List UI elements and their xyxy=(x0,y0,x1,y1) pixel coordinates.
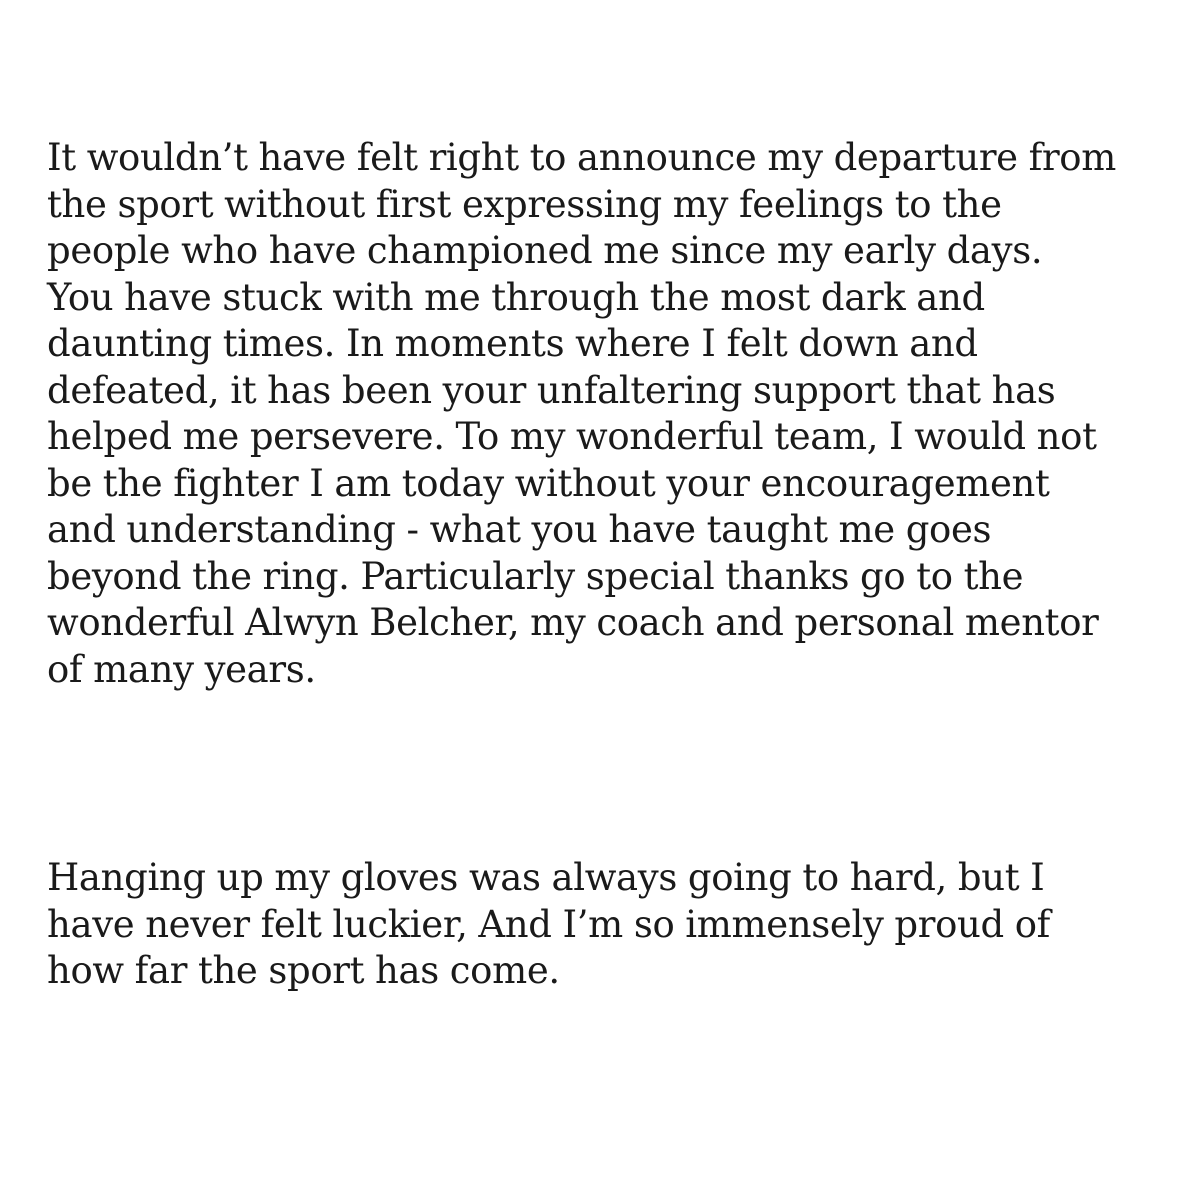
statement-paragraph-2 xyxy=(47,855,1050,995)
text-line: You have stuck with me through the most dark and xyxy=(47,275,985,319)
text-line: the sport without first expressing my feelings to the xyxy=(47,182,1002,226)
text-line: people who have championed me since my early days. xyxy=(47,229,1043,272)
text-line: have never felt luckier, And I’m so immensely proud of xyxy=(47,902,1051,946)
text-line: wonderful Alwyn Belcher, my coach and personal mentor xyxy=(47,601,1099,644)
text-line: Hanging up my gloves was always going to hard, but I xyxy=(47,856,1045,899)
text-line: defeated, it has been your unfaltering support that has xyxy=(47,368,1056,412)
text-line: daunting times. In moments where I felt down and xyxy=(47,322,978,365)
text-line: It wouldn’t have felt right to announce my departure from xyxy=(47,136,1116,179)
text-line: and understanding - what you have taught me goes xyxy=(47,508,992,551)
text-line: beyond the ring. Particularly special thanks go to the xyxy=(47,554,1024,598)
text-line: helped me persevere. To my wonderful team, I would not xyxy=(47,415,1097,458)
text-line: how far the sport has come. xyxy=(47,949,560,992)
statement-paragraph-1 xyxy=(47,135,1116,693)
text-line: of many years. xyxy=(47,647,316,691)
text-line: be the fighter I am today without your encouragement xyxy=(47,461,1050,505)
